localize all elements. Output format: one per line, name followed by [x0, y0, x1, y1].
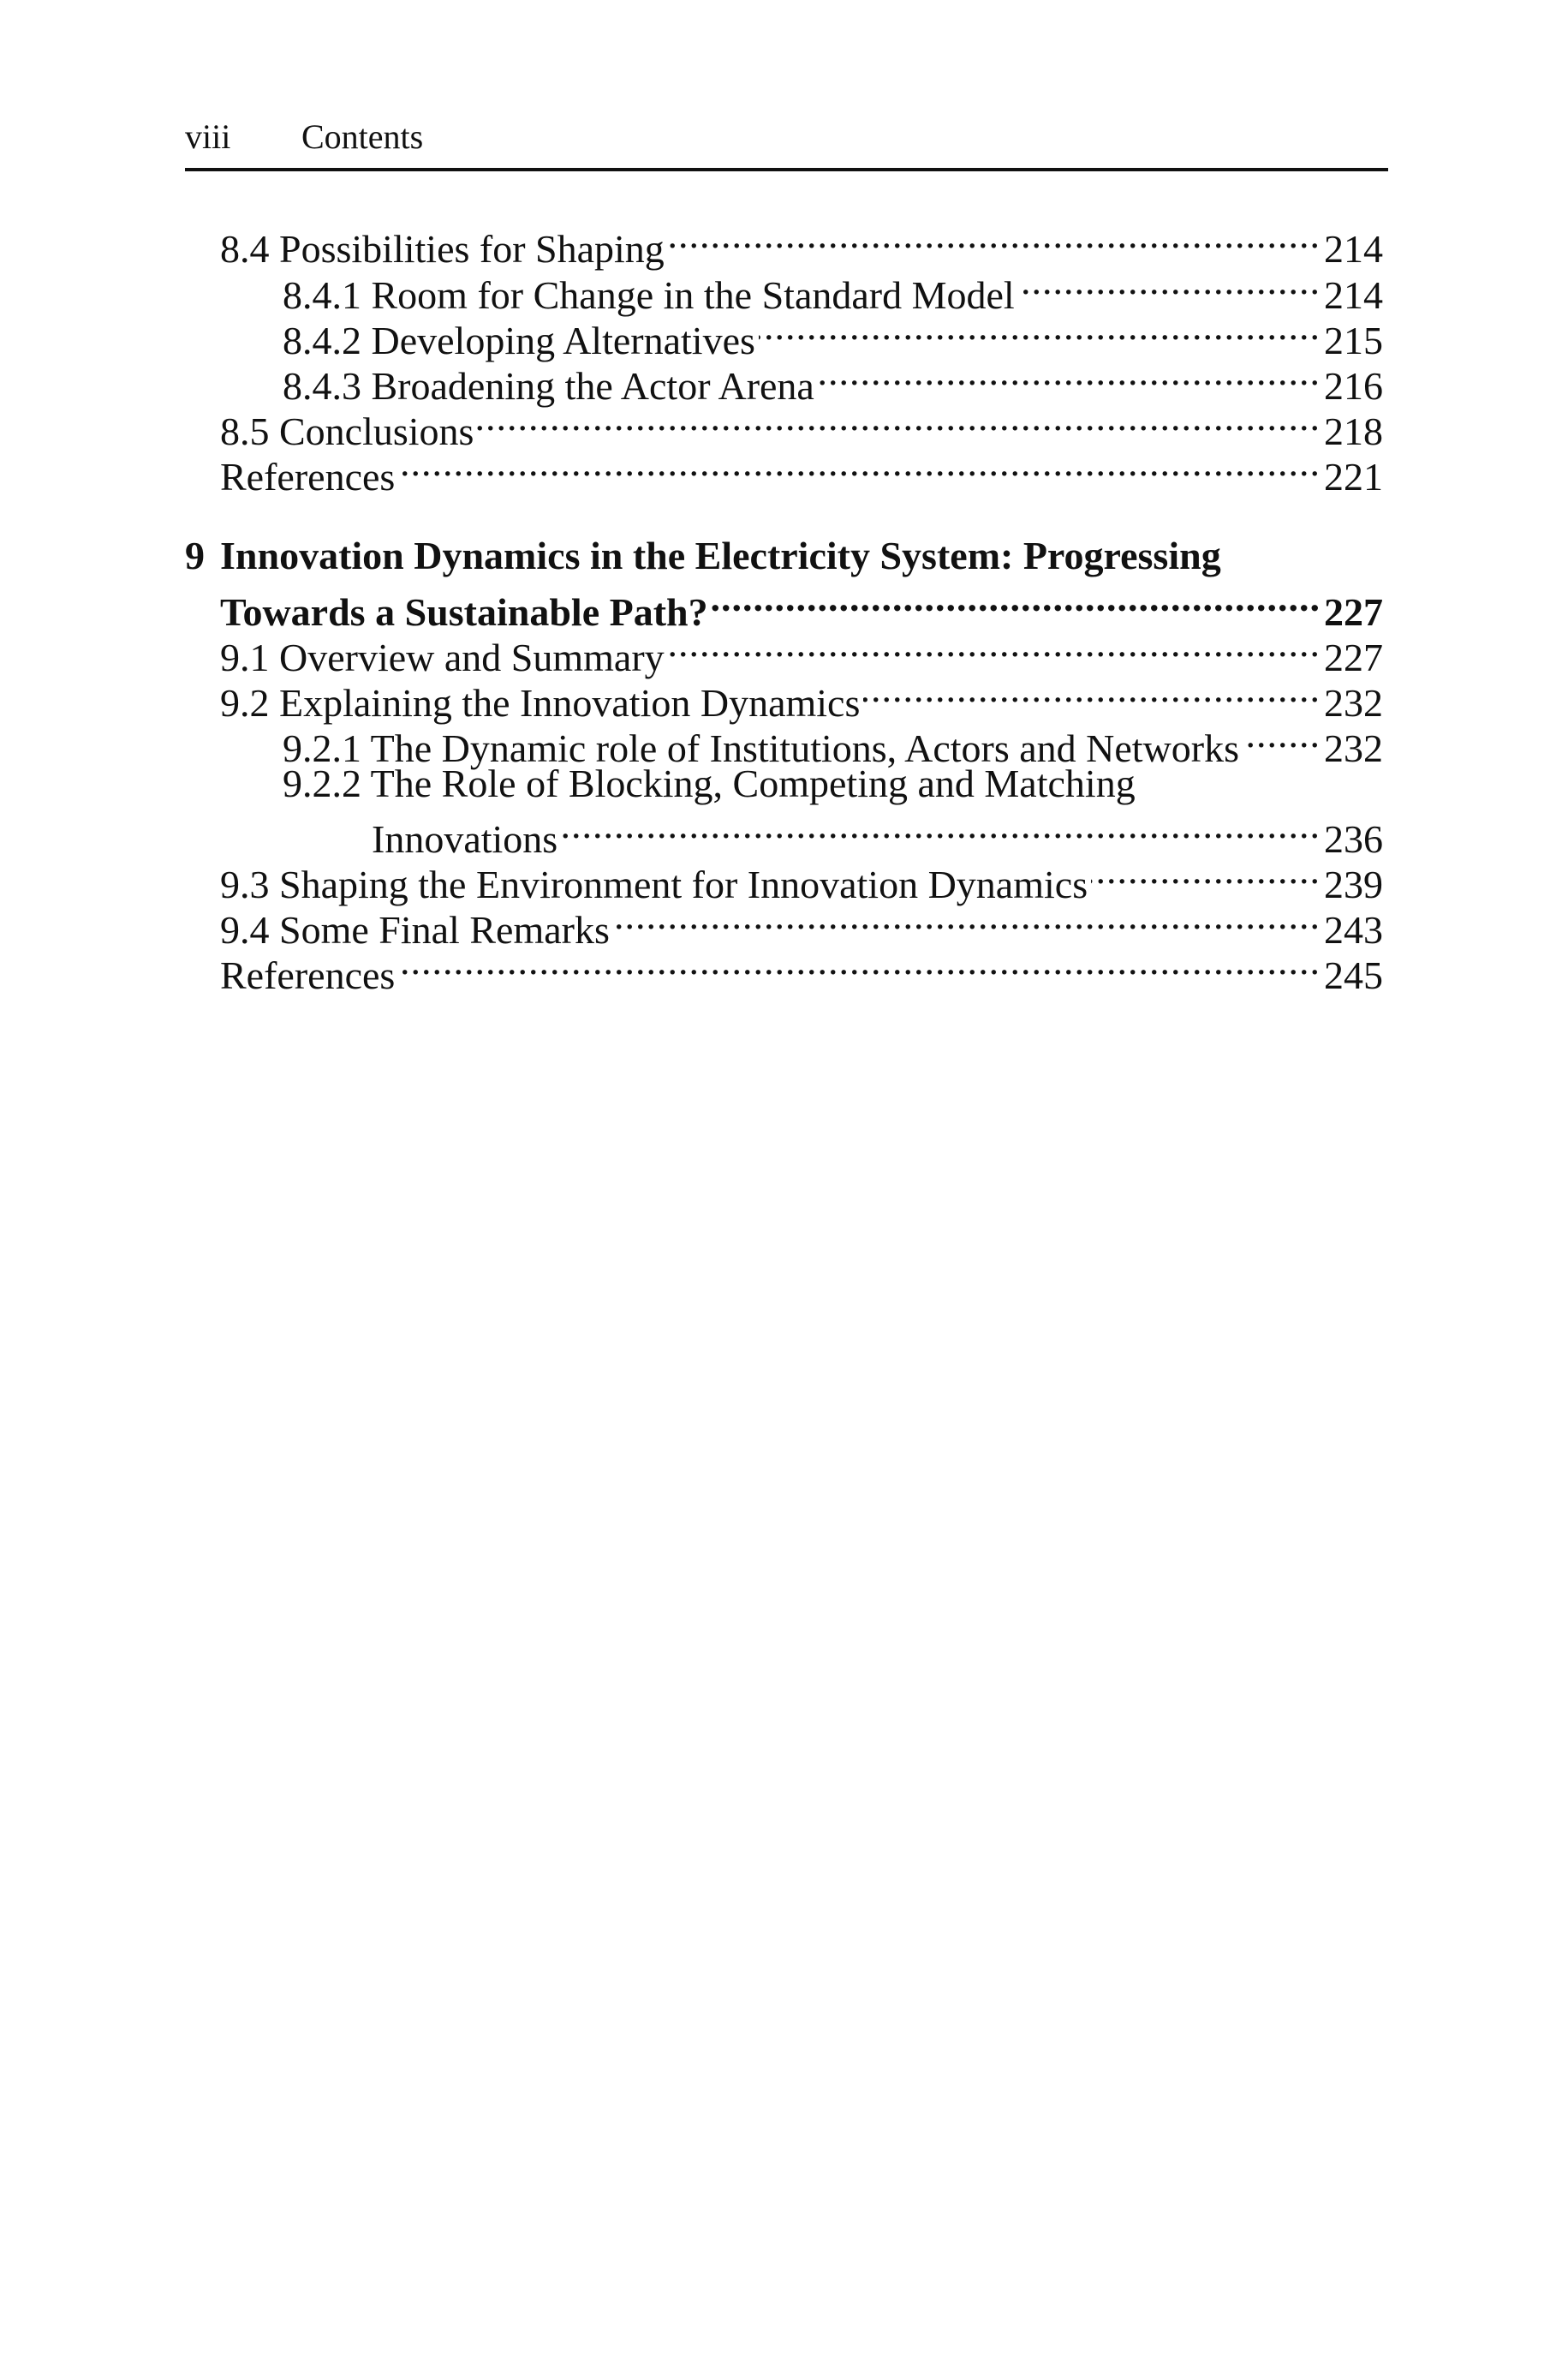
dot-leader [1018, 262, 1321, 308]
toc-entry-8-4-2[interactable] [283, 308, 1383, 362]
toc-entry-8-4[interactable] [220, 216, 1383, 271]
toc-entry-9-2-2[interactable] [372, 806, 1383, 861]
toc-entry-label: 8.4.3 Broadening the Actor Arena [283, 364, 814, 408]
dot-leader [818, 353, 1321, 399]
dot-leader [398, 444, 1321, 490]
toc-entry-page: 218 [1324, 409, 1383, 453]
dot-leader [561, 806, 1321, 852]
toc-entry-label: 8.4.2 Developing Alternatives [283, 319, 755, 362]
toc-entry-9-4[interactable] [220, 897, 1383, 952]
toc-entry-8-4-1[interactable] [283, 262, 1383, 317]
toc-entry-label: 9.4 Some Final Remarks [220, 908, 610, 952]
dot-leader [668, 216, 1321, 262]
toc-entry-8-4-3[interactable] [283, 353, 1383, 408]
toc-entry-page: 214 [1324, 227, 1383, 271]
dot-leader [759, 308, 1321, 354]
toc-entry-page: 232 [1324, 681, 1383, 725]
toc-entry-page: 232 [1324, 726, 1383, 770]
chapter-title-entry[interactable] [220, 579, 1383, 634]
dot-leader [668, 624, 1321, 671]
toc-entry-page: 214 [1324, 273, 1383, 317]
dot-leader [398, 942, 1321, 989]
chapter-title-line1[interactable]: Innovation Dynamics in the Electricity System: Progressing [220, 534, 1221, 577]
toc-entry-9-2-1[interactable] [283, 715, 1383, 770]
toc-entry-references-9[interactable] [220, 942, 1383, 997]
toc-entry-page: 215 [1324, 319, 1383, 362]
toc-entry-9-3[interactable] [220, 851, 1383, 906]
toc-entry-page: 227 [1324, 636, 1383, 679]
toc-entry-references-8[interactable] [220, 444, 1383, 499]
header-rule [185, 168, 1388, 171]
dot-leader [863, 670, 1321, 716]
toc-entry-9-1[interactable] [220, 624, 1383, 679]
toc-entry-page: 236 [1324, 817, 1383, 861]
toc-entry-label: 8.4 Possibilities for Shaping [220, 227, 665, 271]
toc-entry-label: References [220, 953, 396, 997]
toc-entry-label: 8.4.1 Room for Change in the Standard Model [283, 273, 1015, 317]
toc-entry-9-2[interactable] [220, 670, 1383, 725]
toc-entry-label: 9.2 Explaining the Innovation Dynamics [220, 681, 861, 725]
dot-leader [712, 579, 1321, 625]
toc-entry-page: 221 [1324, 455, 1383, 499]
dot-leader [477, 398, 1321, 445]
running-head [185, 111, 1388, 163]
toc-entry-label: References [220, 455, 396, 499]
chapter-title-line2: Towards a Sustainable Path? [220, 590, 708, 634]
toc-entry-label: 9.2.1 The Dynamic role of Institutions, Actors and Networks [283, 726, 1240, 770]
toc-entry-page: 239 [1324, 863, 1383, 906]
toc-entry-label: 8.5 Conclusions [220, 409, 474, 453]
dot-leader [1091, 851, 1321, 898]
dot-leader [1243, 715, 1321, 762]
toc-entry-label-continued: Innovations [372, 817, 558, 861]
toc-entry-label: 9.3 Shaping the Environment for Innovation Dynamics [220, 863, 1088, 906]
toc-entry-page: 245 [1324, 953, 1383, 997]
chapter-number: 9 [185, 534, 205, 577]
chapter-page: 227 [1324, 590, 1383, 634]
toc-entry-8-5[interactable] [220, 398, 1383, 453]
running-head-title: Contents [301, 117, 424, 156]
dot-leader [613, 897, 1321, 943]
toc-entry-page: 216 [1324, 364, 1383, 408]
page-folio: viii [185, 117, 231, 156]
toc-entry-label: 9.1 Overview and Summary [220, 636, 665, 679]
toc-entry-9-2-2-line1[interactable]: 9.2.2 The Role of Blocking, Competing and Matching [283, 762, 1136, 805]
toc-entry-page: 243 [1324, 908, 1383, 952]
